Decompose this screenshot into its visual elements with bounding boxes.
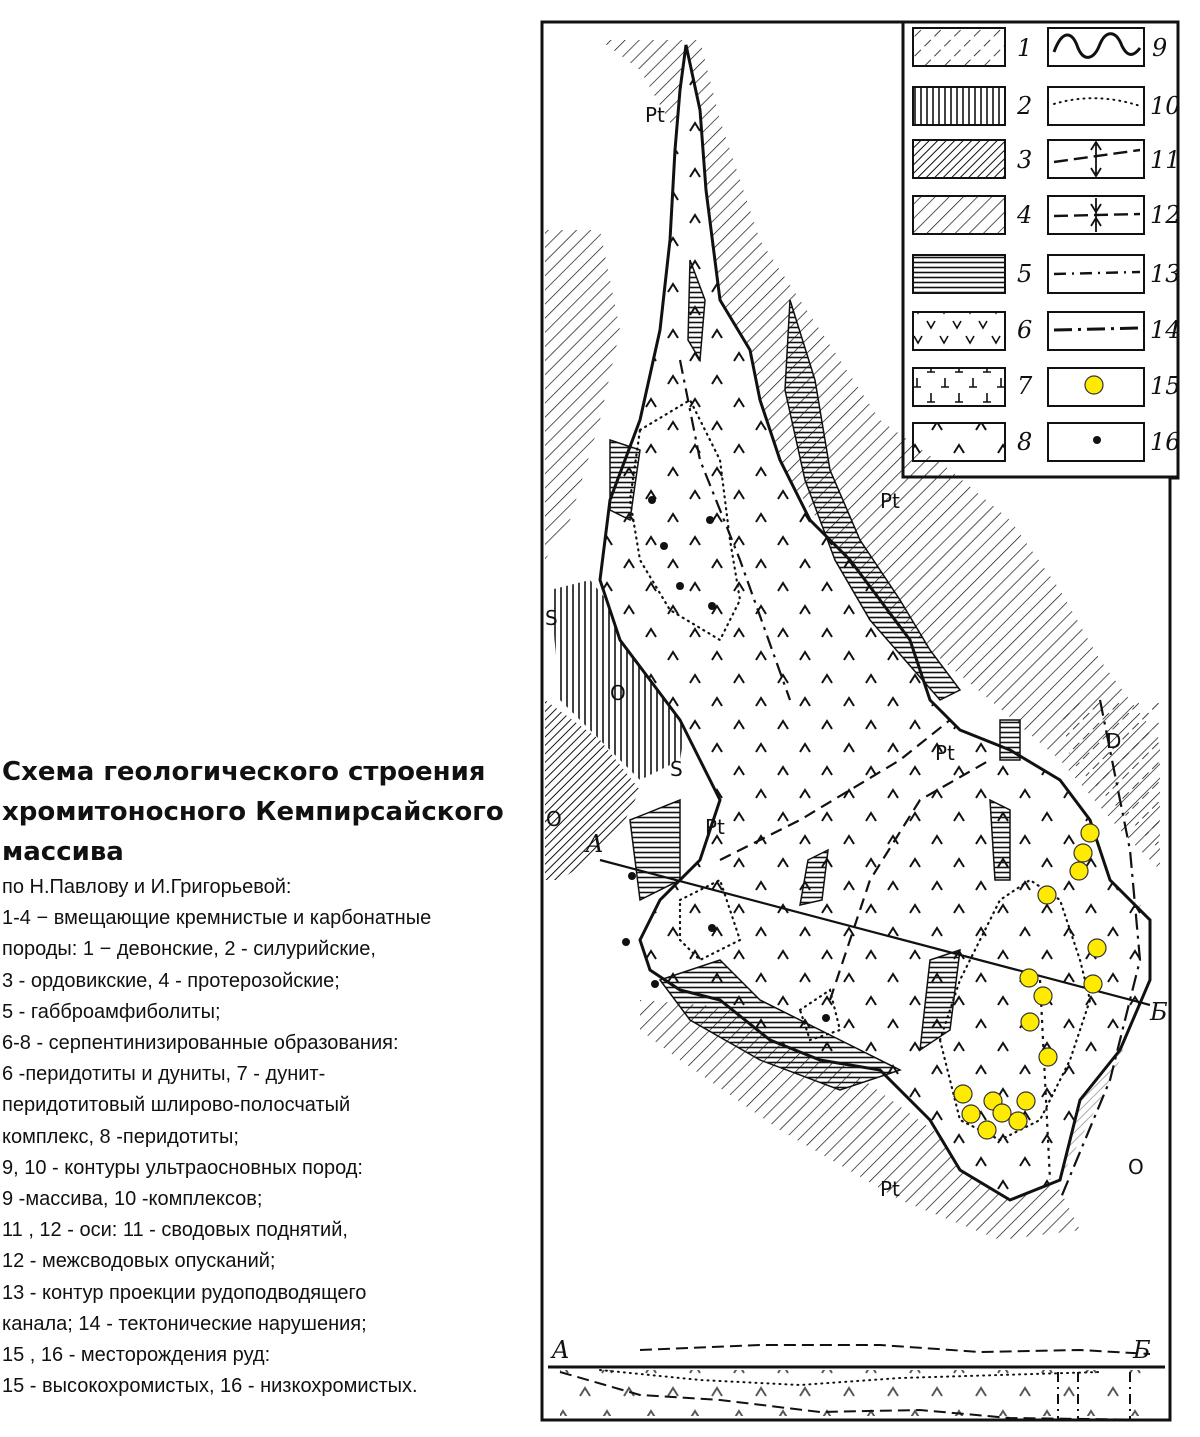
high-chrome-deposit — [1017, 1092, 1035, 1110]
caption-line: канала; 14 - тектонические нарушения; — [2, 1312, 367, 1335]
high-chrome-deposit — [1038, 886, 1056, 904]
label-section-start: A — [586, 830, 604, 858]
caption-line: комплекс, 8 -перидотиты; — [2, 1125, 239, 1148]
legend-num: 11 — [1150, 146, 1181, 174]
caption-line: 3 - ордовикские, 4 - протерозойские; — [2, 969, 340, 992]
high-chrome-deposit — [1020, 969, 1038, 987]
legend-high-chrome-icon — [1085, 376, 1103, 394]
high-chrome-deposit — [1088, 939, 1106, 957]
legend-swatch-complex-contour — [1048, 87, 1144, 125]
high-chrome-deposit — [1039, 1048, 1057, 1066]
caption-line: 15 , 16 - месторождения руд: — [2, 1344, 271, 1367]
low-chrome-deposit — [706, 516, 714, 524]
legend-swatch-proterozoic — [913, 196, 1005, 234]
low-chrome-deposit — [648, 496, 656, 504]
legend-num: 9 — [1152, 34, 1168, 62]
caption-line: 13 - контур проекции рудоподводящего — [2, 1281, 367, 1304]
caption-line: 6-8 - серпентинизированные образования: — [2, 1032, 399, 1055]
caption-line: 1-4 − вмещающие кремнистые и карбонатные — [2, 907, 432, 930]
legend-swatch-devonian — [913, 28, 1005, 66]
low-chrome-deposit — [622, 938, 630, 946]
caption-line: 6 -перидотиты и дуниты, 7 - дунит- — [2, 1063, 326, 1086]
caption-title-line: массива — [2, 837, 124, 867]
caption-line: 9, 10 - контуры ультраосновных пород: — [2, 1156, 363, 1179]
low-chrome-deposit — [708, 602, 716, 610]
label-o: O — [546, 807, 562, 831]
low-chrome-deposit — [708, 924, 716, 932]
label-o: O — [610, 681, 626, 705]
label-pt: Pt — [645, 103, 665, 127]
label-s: S — [545, 606, 558, 630]
caption-line: 9 -массива, 10 -комплексов; — [2, 1188, 263, 1211]
high-chrome-deposit — [993, 1104, 1011, 1122]
label-s: S — [670, 757, 683, 781]
legend-num: 6 — [1017, 316, 1033, 344]
section-label-end: Б — [1133, 1336, 1151, 1364]
high-chrome-deposit — [1021, 1013, 1039, 1031]
caption-line: 5 - габброамфиболиты; — [2, 1000, 221, 1023]
high-chrome-deposit — [1009, 1112, 1027, 1130]
legend-num: 16 — [1150, 428, 1181, 456]
cross-section — [548, 1336, 1165, 1420]
legend-low-chrome-icon — [1093, 436, 1101, 444]
caption-line: породы: 1 − девонские, 2 - силурийские, — [2, 938, 376, 961]
label-pt: Pt — [935, 741, 955, 765]
high-chrome-deposit — [1074, 844, 1092, 862]
legend-num: 15 — [1150, 372, 1181, 400]
legend-num: 14 — [1150, 316, 1181, 344]
caption-line: 11 , 12 - оси: 11 - сводовых поднятий, — [2, 1219, 348, 1242]
legend-num: 2 — [1017, 92, 1033, 120]
legend-num: 10 — [1150, 92, 1181, 120]
legend-swatch-ordovician — [913, 140, 1005, 178]
legend-swatch-peridotite — [913, 423, 1005, 461]
legend-num: 1 — [1017, 34, 1033, 62]
legend-num: 5 — [1017, 260, 1033, 288]
legend-num: 4 — [1017, 201, 1033, 229]
low-chrome-deposit — [651, 980, 659, 988]
label-pt: Pt — [880, 1177, 900, 1201]
legend-num: 3 — [1017, 146, 1033, 174]
legend-swatch-silurian — [913, 87, 1005, 125]
caption-line: 12 - межсводовых опусканий; — [2, 1250, 276, 1273]
low-chrome-deposit — [628, 872, 636, 880]
high-chrome-deposit — [1070, 862, 1088, 880]
low-chrome-deposit — [676, 582, 684, 590]
legend-num: 8 — [1017, 428, 1033, 456]
caption-line: 15 - высокохромистых, 16 - низкохромистых. — [2, 1375, 418, 1398]
legend-swatch-massif-contour — [1048, 28, 1144, 66]
map-legend — [903, 22, 1181, 477]
label-pt: Pt — [880, 489, 900, 513]
caption-line: по Н.Павлову и И.Григорьевой: — [2, 876, 292, 898]
label-o: O — [1128, 1155, 1144, 1179]
legend-num: 7 — [1017, 372, 1033, 400]
legend-swatch-peridotite-dunite — [913, 312, 1005, 350]
caption-title-line: хромитоносного Кемпирсайского — [2, 797, 504, 827]
label-d: D — [1106, 729, 1122, 753]
high-chrome-deposit — [978, 1121, 996, 1139]
legend-num: 13 — [1150, 260, 1181, 288]
low-chrome-deposit — [822, 1014, 830, 1022]
high-chrome-deposit — [1084, 975, 1102, 993]
label-section-end: Б — [1150, 998, 1168, 1026]
legend-num: 12 — [1150, 201, 1181, 229]
high-chrome-deposit — [1081, 824, 1099, 842]
legend-swatch-complex — [913, 368, 1005, 406]
caption-title-line: Схема геологического строения — [2, 757, 486, 787]
high-chrome-deposit — [962, 1105, 980, 1123]
caption-line: перидотитовый шлирово-полосчатый — [2, 1094, 351, 1117]
section-label-start: A — [552, 1336, 570, 1364]
label-pt: Pt — [705, 815, 725, 839]
low-chrome-deposit — [660, 542, 668, 550]
high-chrome-deposit — [1034, 987, 1052, 1005]
legend-swatch-gabbro — [913, 255, 1005, 293]
high-chrome-deposit — [954, 1085, 972, 1103]
